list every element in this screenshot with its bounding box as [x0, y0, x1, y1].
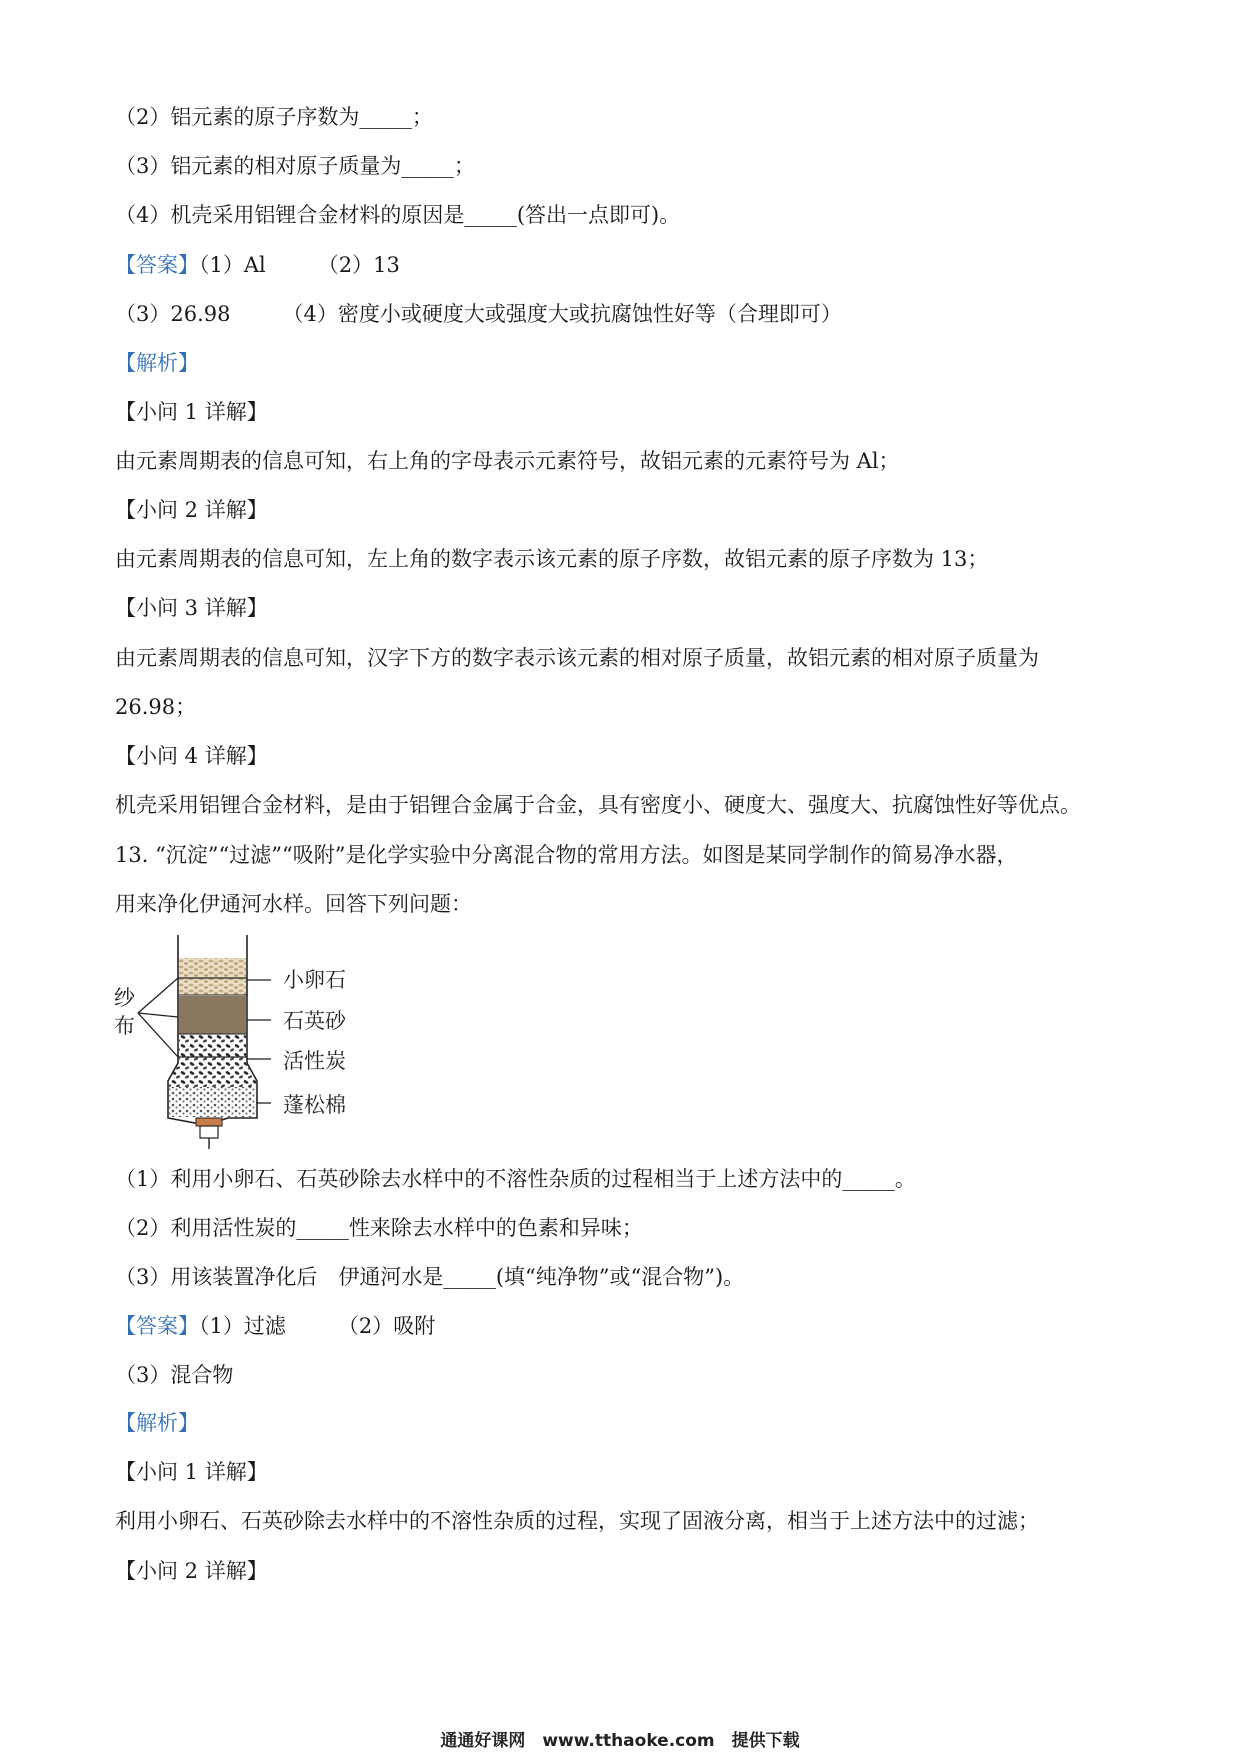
footer-source: 通通好课网 www.tthaoke.com 提供下载	[440, 1731, 800, 1751]
q13-detail2-heading: 【小问 2 详解】	[115, 1559, 268, 1583]
q12-detail3-text-line1: 由元素周期表的信息可知，汉字下方的数字表示该元素的相对原子质量，故铝元素的相对原子质量为	[115, 646, 1039, 670]
q12-answer-line1	[115, 250, 400, 280]
label-activated-carbon: 活性炭	[283, 1049, 346, 1073]
q13-detail1-text: 利用小卵石、石英砂除去水样中的不溶性杂质的过程，实现了固液分离，相当于上述方法中的过滤；	[115, 1509, 1039, 1533]
label-quartz-sand: 石英砂	[283, 1009, 346, 1033]
q12-answer-label: 【答案】	[115, 253, 199, 277]
q13-answer-line1	[115, 1311, 435, 1341]
q13-stem-line2: 用来净化伊通河水样。回答下列问题：	[115, 892, 472, 916]
water-purifier-diagram	[108, 935, 368, 1150]
q13-analysis-label: 【解析】	[115, 1411, 199, 1435]
q12-part4: （4）机壳采用铝锂合金材料的原因是_____(答出一点即可)。	[115, 203, 681, 227]
q12-part3: （3）铝元素的相对原子质量为_____；	[115, 154, 475, 178]
q13-part3: （3）用该装置净化后 伊通河水是_____(填“纯净物”或“混合物”)。	[115, 1265, 745, 1289]
q12-detail2-heading: 【小问 2 详解】	[115, 498, 268, 522]
q13-part1: （1）利用小卵石、石英砂除去水样中的不溶性杂质的过程相当于上述方法中的_____。	[115, 1167, 916, 1191]
quartz-sand-layer	[179, 996, 246, 1034]
q13-answer-2: （2）吸附	[337, 1314, 436, 1338]
pebble-layer	[179, 958, 246, 995]
q12-answer-4: （4）密度小或硬度大或强度大或抗腐蚀性好等（合理即可）	[282, 302, 842, 326]
q12-answer-2: （2）13	[317, 253, 400, 277]
q12-part2: （2）铝元素的原子序数为_____；	[115, 105, 433, 129]
q12-detail2-text: 由元素周期表的信息可知，左上角的数字表示该元素的原子序数，故铝元素的原子序数为 13；	[115, 547, 989, 571]
q12-detail1-text: 由元素周期表的信息可知，右上角的字母表示元素符号，故铝元素的元素符号为 Al；	[115, 449, 900, 473]
q12-detail3-heading: 【小问 3 详解】	[115, 596, 268, 620]
activated-carbon-layer	[169, 1035, 256, 1087]
q12-detail3-text-line2: 26.98；	[115, 695, 197, 719]
label-cotton: 蓬松棉	[283, 1093, 346, 1117]
q12-detail4-heading: 【小问 4 详解】	[115, 744, 268, 768]
q12-answer-line2	[115, 299, 842, 329]
q12-answer-3: （3）26.98	[115, 302, 231, 326]
q12-detail1-heading: 【小问 1 详解】	[115, 400, 268, 424]
q13-answer-1: （1）过滤	[199, 1314, 286, 1338]
gauze-label-2: 布	[114, 1014, 135, 1038]
q12-analysis-label: 【解析】	[115, 351, 199, 375]
q13-answer-3: （3）混合物	[115, 1363, 234, 1387]
q13-answer-label: 【答案】	[115, 1314, 199, 1338]
q13-stem-line1: 13. “沉淀”“过滤”“吸附”是化学实验中分离混合物的常用方法。如图是某同学制作的简易净水器，	[115, 843, 1018, 867]
q13-detail1-heading: 【小问 1 详解】	[115, 1460, 268, 1484]
q12-answer-1: （1）Al	[199, 253, 266, 277]
spout-cap	[196, 1118, 222, 1126]
spout-body	[200, 1126, 218, 1138]
cotton-layer	[169, 1087, 256, 1117]
label-pebbles: 小卵石	[283, 968, 346, 992]
q13-part2: （2）利用活性炭的_____性来除去水样中的色素和异味；	[115, 1216, 643, 1240]
gauze-label-1: 纱	[114, 986, 135, 1010]
q12-detail4-text: 机壳采用铝锂合金材料，是由于铝锂合金属于合金，具有密度小、硬度大、强度大、抗腐蚀性好等优点。	[115, 793, 1081, 817]
